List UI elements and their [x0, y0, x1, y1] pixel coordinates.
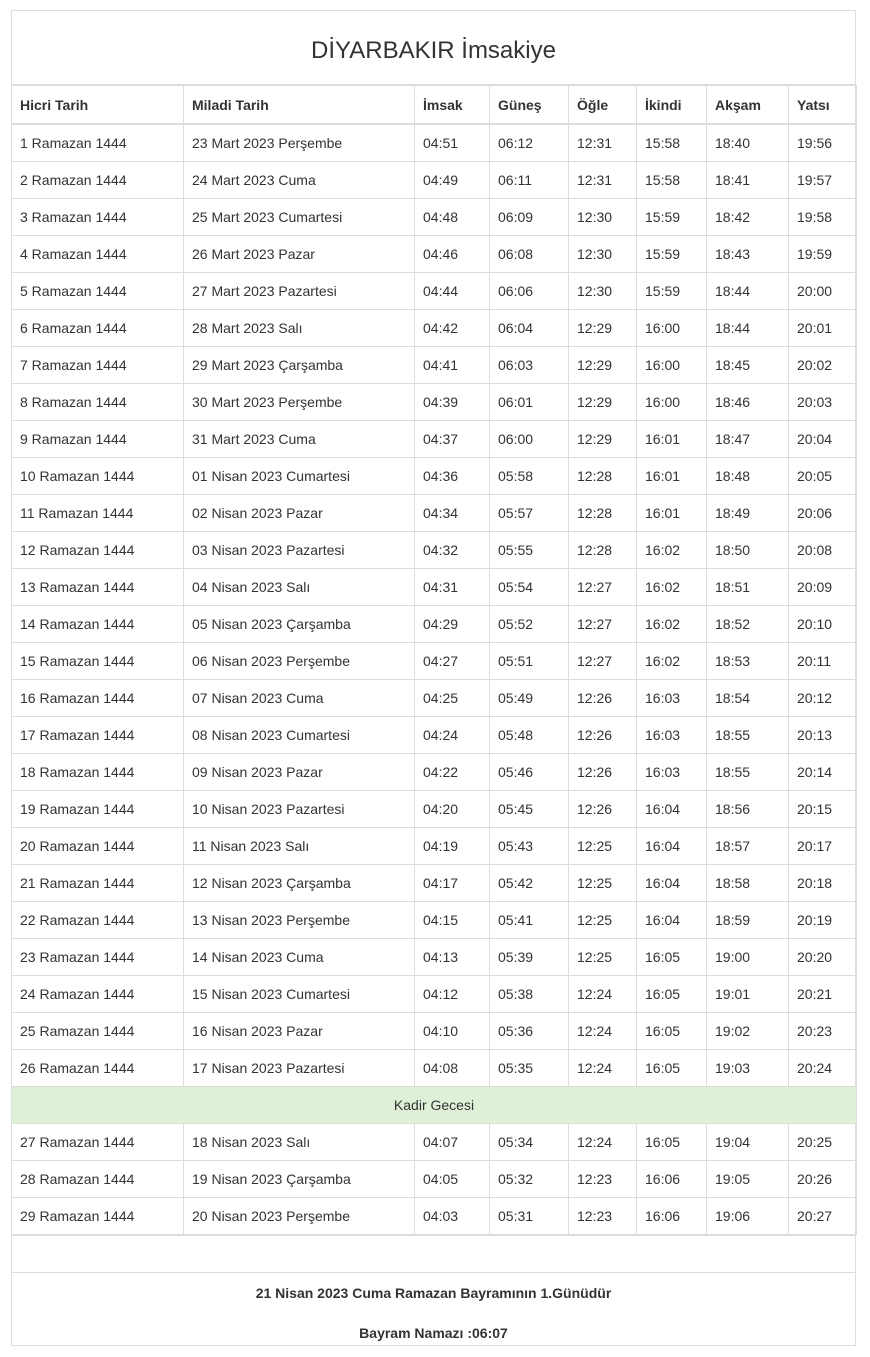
ikindi-cell: 16:00: [637, 384, 707, 421]
imsak-cell: 04:32: [415, 532, 490, 569]
aksam-cell: 19:02: [707, 1013, 789, 1050]
miladi-tarih-cell: 09 Nisan 2023 Pazar: [184, 754, 415, 791]
gunes-cell: 06:04: [490, 310, 569, 347]
ogle-cell: 12:29: [569, 347, 637, 384]
ikindi-cell: 16:01: [637, 458, 707, 495]
header-ikindi: İkindi: [637, 86, 707, 125]
ikindi-cell: 16:04: [637, 902, 707, 939]
hicri-tarih-cell: 23 Ramazan 1444: [12, 939, 184, 976]
table-row: [12, 162, 857, 199]
ikindi-cell: 16:04: [637, 865, 707, 902]
hicri-tarih-cell: 14 Ramazan 1444: [12, 606, 184, 643]
hicri-tarih-cell: 17 Ramazan 1444: [12, 717, 184, 754]
hicri-tarih-cell: 1 Ramazan 1444: [12, 124, 184, 162]
yatsi-cell: 20:18: [789, 865, 857, 902]
miladi-tarih-cell: 24 Mart 2023 Cuma: [184, 162, 415, 199]
gunes-cell: 05:49: [490, 680, 569, 717]
gunes-cell: 05:39: [490, 939, 569, 976]
imsak-cell: 04:46: [415, 236, 490, 273]
ogle-cell: 12:26: [569, 680, 637, 717]
yatsi-cell: 20:11: [789, 643, 857, 680]
imsak-cell: 04:25: [415, 680, 490, 717]
gunes-cell: 05:43: [490, 828, 569, 865]
yatsi-cell: 19:56: [789, 124, 857, 162]
miladi-tarih-cell: 23 Mart 2023 Perşembe: [184, 124, 415, 162]
aksam-cell: 18:57: [707, 828, 789, 865]
aksam-cell: 18:47: [707, 421, 789, 458]
aksam-cell: 18:42: [707, 199, 789, 236]
imsak-cell: 04:05: [415, 1161, 490, 1198]
header-aksam: Akşam: [707, 86, 789, 125]
kadir-gecesi-label: Kadir Gecesi: [12, 1087, 857, 1124]
ikindi-cell: 16:04: [637, 828, 707, 865]
table-row: [12, 124, 857, 162]
hicri-tarih-cell: 19 Ramazan 1444: [12, 791, 184, 828]
imsak-cell: 04:12: [415, 976, 490, 1013]
header-miladi-tarih: Miladi Tarih: [184, 86, 415, 125]
ikindi-cell: 15:59: [637, 236, 707, 273]
miladi-tarih-cell: 28 Mart 2023 Salı: [184, 310, 415, 347]
gunes-cell: 06:09: [490, 199, 569, 236]
hicri-tarih-cell: 26 Ramazan 1444: [12, 1050, 184, 1087]
aksam-cell: 18:52: [707, 606, 789, 643]
aksam-cell: 19:03: [707, 1050, 789, 1087]
bayram-namazi-text: Bayram Namazı :06:07: [359, 1325, 508, 1341]
miladi-tarih-cell: 19 Nisan 2023 Çarşamba: [184, 1161, 415, 1198]
yatsi-cell: 20:17: [789, 828, 857, 865]
hicri-tarih-cell: 20 Ramazan 1444: [12, 828, 184, 865]
aksam-cell: 18:48: [707, 458, 789, 495]
aksam-cell: 18:55: [707, 717, 789, 754]
aksam-cell: 18:41: [707, 162, 789, 199]
ogle-cell: 12:30: [569, 273, 637, 310]
table-row: [12, 1013, 857, 1050]
ogle-cell: 12:24: [569, 1050, 637, 1087]
miladi-tarih-cell: 05 Nisan 2023 Çarşamba: [184, 606, 415, 643]
yatsi-cell: 20:26: [789, 1161, 857, 1198]
ogle-cell: 12:29: [569, 421, 637, 458]
ogle-cell: 12:24: [569, 1013, 637, 1050]
ogle-cell: 12:29: [569, 310, 637, 347]
imsak-cell: 04:44: [415, 273, 490, 310]
imsak-cell: 04:31: [415, 569, 490, 606]
gunes-cell: 06:12: [490, 124, 569, 162]
bayram-day-text: 21 Nisan 2023 Cuma Ramazan Bayramının 1.Günüdür: [255, 1285, 612, 1301]
aksam-cell: 18:54: [707, 680, 789, 717]
table-row: [12, 421, 857, 458]
yatsi-cell: 20:09: [789, 569, 857, 606]
miladi-tarih-cell: 04 Nisan 2023 Salı: [184, 569, 415, 606]
gunes-cell: 05:34: [490, 1124, 569, 1161]
hicri-tarih-cell: 11 Ramazan 1444: [12, 495, 184, 532]
yatsi-cell: 20:25: [789, 1124, 857, 1161]
miladi-tarih-cell: 18 Nisan 2023 Salı: [184, 1124, 415, 1161]
aksam-cell: 19:01: [707, 976, 789, 1013]
imsak-cell: 04:17: [415, 865, 490, 902]
yatsi-cell: 20:00: [789, 273, 857, 310]
imsak-cell: 04:22: [415, 754, 490, 791]
imsak-cell: 04:15: [415, 902, 490, 939]
table-row: [12, 199, 857, 236]
ogle-cell: 12:26: [569, 754, 637, 791]
table-row: [12, 347, 857, 384]
hicri-tarih-cell: 16 Ramazan 1444: [12, 680, 184, 717]
ikindi-cell: 16:02: [637, 606, 707, 643]
yatsi-cell: 20:08: [789, 532, 857, 569]
gunes-cell: 05:41: [490, 902, 569, 939]
gunes-cell: 05:55: [490, 532, 569, 569]
yatsi-cell: 20:21: [789, 976, 857, 1013]
imsak-cell: 04:36: [415, 458, 490, 495]
aksam-cell: 18:58: [707, 865, 789, 902]
table-row: [12, 902, 857, 939]
ikindi-cell: 16:05: [637, 1013, 707, 1050]
gunes-cell: 06:08: [490, 236, 569, 273]
ikindi-cell: 16:02: [637, 569, 707, 606]
gunes-cell: 05:51: [490, 643, 569, 680]
kadir-gecesi-row: [12, 1087, 857, 1124]
table-row: [12, 680, 857, 717]
ikindi-cell: 16:06: [637, 1161, 707, 1198]
hicri-tarih-cell: 6 Ramazan 1444: [12, 310, 184, 347]
table-row: [12, 273, 857, 310]
page-title: DİYARBAKIR İmsakiye: [12, 11, 855, 85]
miladi-tarih-cell: 03 Nisan 2023 Pazartesi: [184, 532, 415, 569]
ogle-cell: 12:31: [569, 162, 637, 199]
hicri-tarih-cell: 12 Ramazan 1444: [12, 532, 184, 569]
imsak-cell: 04:37: [415, 421, 490, 458]
yatsi-cell: 20:12: [789, 680, 857, 717]
ogle-cell: 12:26: [569, 717, 637, 754]
aksam-cell: 18:50: [707, 532, 789, 569]
ikindi-cell: 16:05: [637, 976, 707, 1013]
yatsi-cell: 20:27: [789, 1198, 857, 1235]
miladi-tarih-cell: 06 Nisan 2023 Perşembe: [184, 643, 415, 680]
ikindi-cell: 16:00: [637, 347, 707, 384]
ogle-cell: 12:26: [569, 791, 637, 828]
imsak-cell: 04:10: [415, 1013, 490, 1050]
gunes-cell: 05:58: [490, 458, 569, 495]
table-row: [12, 236, 857, 273]
imsak-cell: 04:20: [415, 791, 490, 828]
table-row: [12, 310, 857, 347]
yatsi-cell: 20:23: [789, 1013, 857, 1050]
aksam-cell: 18:53: [707, 643, 789, 680]
aksam-cell: 18:44: [707, 310, 789, 347]
ikindi-cell: 16:01: [637, 421, 707, 458]
ogle-cell: 12:25: [569, 902, 637, 939]
hicri-tarih-cell: 28 Ramazan 1444: [12, 1161, 184, 1198]
gunes-cell: 05:35: [490, 1050, 569, 1087]
ikindi-cell: 16:05: [637, 1050, 707, 1087]
gunes-cell: 06:03: [490, 347, 569, 384]
gunes-cell: 06:00: [490, 421, 569, 458]
miladi-tarih-cell: 08 Nisan 2023 Cumartesi: [184, 717, 415, 754]
yatsi-cell: 20:10: [789, 606, 857, 643]
table-row: [12, 939, 857, 976]
table-row: [12, 532, 857, 569]
imsak-cell: 04:07: [415, 1124, 490, 1161]
ikindi-cell: 15:58: [637, 162, 707, 199]
table-header-row: [12, 86, 857, 125]
imsak-cell: 04:03: [415, 1198, 490, 1235]
hicri-tarih-cell: 25 Ramazan 1444: [12, 1013, 184, 1050]
ikindi-cell: 15:58: [637, 124, 707, 162]
yatsi-cell: 20:13: [789, 717, 857, 754]
ogle-cell: 12:30: [569, 199, 637, 236]
ikindi-cell: 16:05: [637, 939, 707, 976]
table-row: [12, 1124, 857, 1161]
hicri-tarih-cell: 18 Ramazan 1444: [12, 754, 184, 791]
ogle-cell: 12:31: [569, 124, 637, 162]
ikindi-cell: 16:04: [637, 791, 707, 828]
ikindi-cell: 16:03: [637, 717, 707, 754]
gunes-cell: 06:01: [490, 384, 569, 421]
hicri-tarih-cell: 4 Ramazan 1444: [12, 236, 184, 273]
yatsi-cell: 20:06: [789, 495, 857, 532]
yatsi-cell: 19:59: [789, 236, 857, 273]
header-gunes: Güneş: [490, 86, 569, 125]
table-row: [12, 976, 857, 1013]
yatsi-cell: 20:24: [789, 1050, 857, 1087]
table-row: [12, 384, 857, 421]
miladi-tarih-cell: 25 Mart 2023 Cumartesi: [184, 199, 415, 236]
hicri-tarih-cell: 7 Ramazan 1444: [12, 347, 184, 384]
hicri-tarih-cell: 5 Ramazan 1444: [12, 273, 184, 310]
yatsi-cell: 20:15: [789, 791, 857, 828]
header-yatsi: Yatsı: [789, 86, 857, 125]
imsak-cell: 04:42: [415, 310, 490, 347]
aksam-cell: 19:05: [707, 1161, 789, 1198]
table-row: [12, 495, 857, 532]
miladi-tarih-cell: 01 Nisan 2023 Cumartesi: [184, 458, 415, 495]
hicri-tarih-cell: 15 Ramazan 1444: [12, 643, 184, 680]
miladi-tarih-cell: 15 Nisan 2023 Cumartesi: [184, 976, 415, 1013]
gunes-cell: 06:11: [490, 162, 569, 199]
header-ogle: Öğle: [569, 86, 637, 125]
ikindi-cell: 16:03: [637, 680, 707, 717]
imsak-cell: 04:29: [415, 606, 490, 643]
ogle-cell: 12:27: [569, 643, 637, 680]
ogle-cell: 12:28: [569, 458, 637, 495]
hicri-tarih-cell: 27 Ramazan 1444: [12, 1124, 184, 1161]
hicri-tarih-cell: 2 Ramazan 1444: [12, 162, 184, 199]
imsakiye-table: [11, 85, 857, 1235]
hicri-tarih-cell: 8 Ramazan 1444: [12, 384, 184, 421]
hicri-tarih-cell: 22 Ramazan 1444: [12, 902, 184, 939]
yatsi-cell: 19:58: [789, 199, 857, 236]
table-row: [12, 606, 857, 643]
yatsi-cell: 20:04: [789, 421, 857, 458]
table-row: [12, 1050, 857, 1087]
miladi-tarih-cell: 31 Mart 2023 Cuma: [184, 421, 415, 458]
ogle-cell: 12:29: [569, 384, 637, 421]
ogle-cell: 12:24: [569, 1124, 637, 1161]
aksam-cell: 18:55: [707, 754, 789, 791]
ogle-cell: 12:27: [569, 606, 637, 643]
blank-spacer-row: [12, 1235, 855, 1273]
aksam-cell: 18:45: [707, 347, 789, 384]
aksam-cell: 18:46: [707, 384, 789, 421]
ikindi-cell: 16:06: [637, 1198, 707, 1235]
ikindi-cell: 15:59: [637, 199, 707, 236]
miladi-tarih-cell: 12 Nisan 2023 Çarşamba: [184, 865, 415, 902]
ogle-cell: 12:27: [569, 569, 637, 606]
gunes-cell: 05:57: [490, 495, 569, 532]
ikindi-cell: 16:02: [637, 532, 707, 569]
gunes-cell: 05:32: [490, 1161, 569, 1198]
ogle-cell: 12:30: [569, 236, 637, 273]
miladi-tarih-cell: 13 Nisan 2023 Perşembe: [184, 902, 415, 939]
miladi-tarih-cell: 30 Mart 2023 Perşembe: [184, 384, 415, 421]
gunes-cell: 05:45: [490, 791, 569, 828]
miladi-tarih-cell: 27 Mart 2023 Pazartesi: [184, 273, 415, 310]
miladi-tarih-cell: 17 Nisan 2023 Pazartesi: [184, 1050, 415, 1087]
imsak-cell: 04:49: [415, 162, 490, 199]
ogle-cell: 12:28: [569, 495, 637, 532]
ikindi-cell: 16:01: [637, 495, 707, 532]
aksam-cell: 19:06: [707, 1198, 789, 1235]
ogle-cell: 12:24: [569, 976, 637, 1013]
aksam-cell: 18:43: [707, 236, 789, 273]
miladi-tarih-cell: 26 Mart 2023 Pazar: [184, 236, 415, 273]
miladi-tarih-cell: 20 Nisan 2023 Perşembe: [184, 1198, 415, 1235]
ogle-cell: 12:25: [569, 939, 637, 976]
hicri-tarih-cell: 10 Ramazan 1444: [12, 458, 184, 495]
imsak-cell: 04:19: [415, 828, 490, 865]
imsak-cell: 04:34: [415, 495, 490, 532]
table-row: [12, 754, 857, 791]
imsak-cell: 04:08: [415, 1050, 490, 1087]
imsak-cell: 04:27: [415, 643, 490, 680]
miladi-tarih-cell: 11 Nisan 2023 Salı: [184, 828, 415, 865]
imsak-cell: 04:51: [415, 124, 490, 162]
hicri-tarih-cell: 13 Ramazan 1444: [12, 569, 184, 606]
yatsi-cell: 20:20: [789, 939, 857, 976]
ikindi-cell: 16:00: [637, 310, 707, 347]
aksam-cell: 19:04: [707, 1124, 789, 1161]
miladi-tarih-cell: 29 Mart 2023 Çarşamba: [184, 347, 415, 384]
miladi-tarih-cell: 14 Nisan 2023 Cuma: [184, 939, 415, 976]
imsak-cell: 04:48: [415, 199, 490, 236]
yatsi-cell: 19:57: [789, 162, 857, 199]
gunes-cell: 05:42: [490, 865, 569, 902]
table-row: [12, 791, 857, 828]
imsak-cell: 04:39: [415, 384, 490, 421]
yatsi-cell: 20:19: [789, 902, 857, 939]
ikindi-cell: 16:03: [637, 754, 707, 791]
table-row: [12, 643, 857, 680]
table-row: [12, 1161, 857, 1198]
yatsi-cell: 20:02: [789, 347, 857, 384]
ogle-cell: 12:28: [569, 532, 637, 569]
hicri-tarih-cell: 21 Ramazan 1444: [12, 865, 184, 902]
ikindi-cell: 16:02: [637, 643, 707, 680]
imsak-cell: 04:24: [415, 717, 490, 754]
gunes-cell: 05:52: [490, 606, 569, 643]
hicri-tarih-cell: 24 Ramazan 1444: [12, 976, 184, 1013]
yatsi-cell: 20:05: [789, 458, 857, 495]
hicri-tarih-cell: 9 Ramazan 1444: [12, 421, 184, 458]
ikindi-cell: 15:59: [637, 273, 707, 310]
gunes-cell: 06:06: [490, 273, 569, 310]
ogle-cell: 12:25: [569, 828, 637, 865]
ikindi-cell: 16:05: [637, 1124, 707, 1161]
gunes-cell: 05:54: [490, 569, 569, 606]
gunes-cell: 05:38: [490, 976, 569, 1013]
ogle-cell: 12:23: [569, 1161, 637, 1198]
hicri-tarih-cell: 29 Ramazan 1444: [12, 1198, 184, 1235]
gunes-cell: 05:46: [490, 754, 569, 791]
gunes-cell: 05:48: [490, 717, 569, 754]
imsak-cell: 04:13: [415, 939, 490, 976]
aksam-cell: 18:56: [707, 791, 789, 828]
table-row: [12, 569, 857, 606]
aksam-cell: 18:51: [707, 569, 789, 606]
gunes-cell: 05:31: [490, 1198, 569, 1235]
header-imsak: İmsak: [415, 86, 490, 125]
table-row: [12, 1198, 857, 1235]
yatsi-cell: 20:01: [789, 310, 857, 347]
table-row: [12, 458, 857, 495]
imsakiye-panel: [11, 10, 856, 1346]
table-row: [12, 865, 857, 902]
ogle-cell: 12:25: [569, 865, 637, 902]
gunes-cell: 05:36: [490, 1013, 569, 1050]
miladi-tarih-cell: 10 Nisan 2023 Pazartesi: [184, 791, 415, 828]
table-row: [12, 717, 857, 754]
miladi-tarih-cell: 02 Nisan 2023 Pazar: [184, 495, 415, 532]
yatsi-cell: 20:03: [789, 384, 857, 421]
ogle-cell: 12:23: [569, 1198, 637, 1235]
imsak-cell: 04:41: [415, 347, 490, 384]
miladi-tarih-cell: 07 Nisan 2023 Cuma: [184, 680, 415, 717]
bayram-footer: [12, 1273, 855, 1353]
aksam-cell: 18:40: [707, 124, 789, 162]
aksam-cell: 19:00: [707, 939, 789, 976]
aksam-cell: 18:59: [707, 902, 789, 939]
hicri-tarih-cell: 3 Ramazan 1444: [12, 199, 184, 236]
aksam-cell: 18:49: [707, 495, 789, 532]
header-hicri-tarih: Hicri Tarih: [12, 86, 184, 125]
miladi-tarih-cell: 16 Nisan 2023 Pazar: [184, 1013, 415, 1050]
aksam-cell: 18:44: [707, 273, 789, 310]
yatsi-cell: 20:14: [789, 754, 857, 791]
table-row: [12, 828, 857, 865]
